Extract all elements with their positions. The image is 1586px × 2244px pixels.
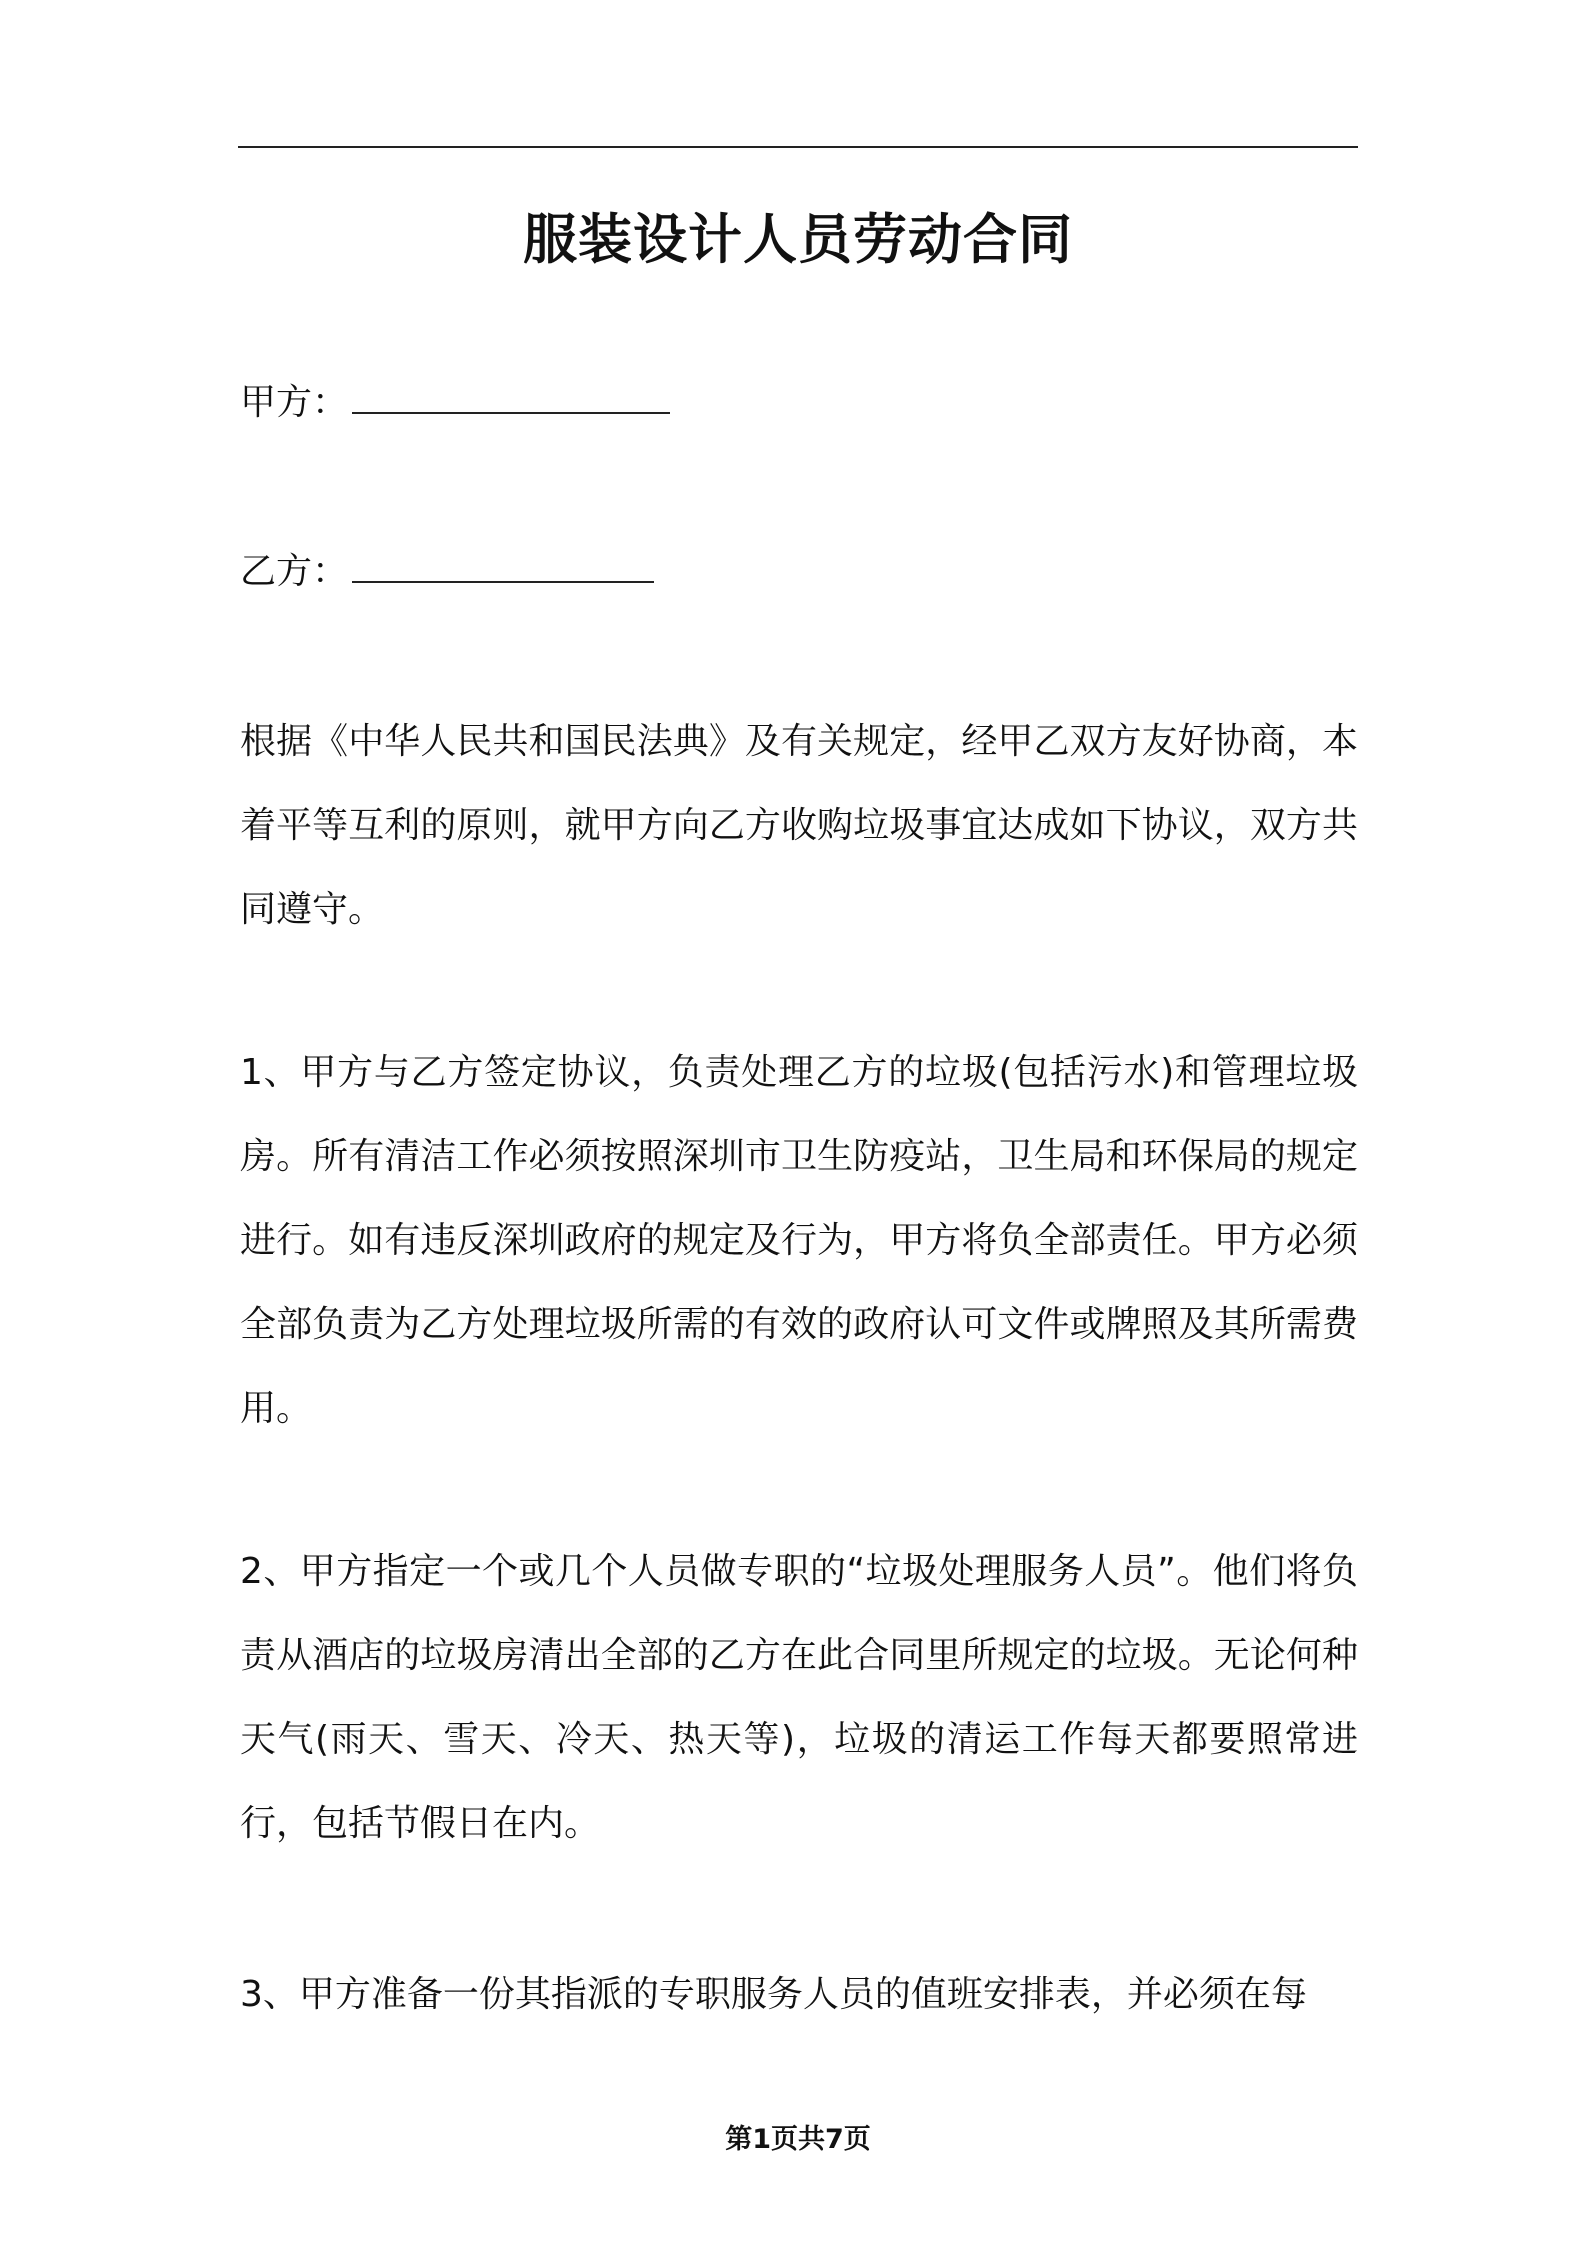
party-a-label: 甲方： xyxy=(240,382,349,423)
clause-2-paragraph: 2、甲方指定一个或几个人员做专职的“垃圾处理服务人员”。他们将负责从酒店的垃圾房清出全部的乙方在此合同里所规定的垃圾。无论何种天气(雨天、雪天、冷天、热天等)，垃圾的清运工作每天都要照常进行，包括节假日在内。 xyxy=(240,1551,1358,1844)
party-b-blank xyxy=(352,547,654,583)
party-b-line xyxy=(240,547,654,597)
page-number: 第1页共7页 xyxy=(725,2124,871,2155)
header-rule xyxy=(238,146,1358,148)
party-a-line xyxy=(240,378,670,428)
clause-1-paragraph: 1、甲方与乙方签定协议，负责处理乙方的垃圾(包括污水)和管理垃圾房。所有清洁工作必须按照深圳市卫生防疫站，卫生局和环保局的规定进行。如有违反深圳政府的规定及行为，甲方将负全部责任。甲方必须全部负责为乙方处理垃圾所需的有效的政府认可文件或牌照及其所需费用。 xyxy=(240,1052,1358,1429)
document-title: 服装设计人员劳动合同 xyxy=(523,208,1073,271)
party-b-label: 乙方： xyxy=(240,551,349,592)
intro-paragraph: 根据《中华人民共和国民法典》及有关规定，经甲乙双方友好协商，本着平等互利的原则，就甲方向乙方收购垃圾事宜达成如下协议，双方共同遵守。 xyxy=(240,721,1358,930)
clause-3-paragraph: 3、甲方准备一份其指派的专职服务人员的值班安排表，并必须在每 xyxy=(240,1974,1307,2015)
party-a-blank xyxy=(352,378,670,414)
